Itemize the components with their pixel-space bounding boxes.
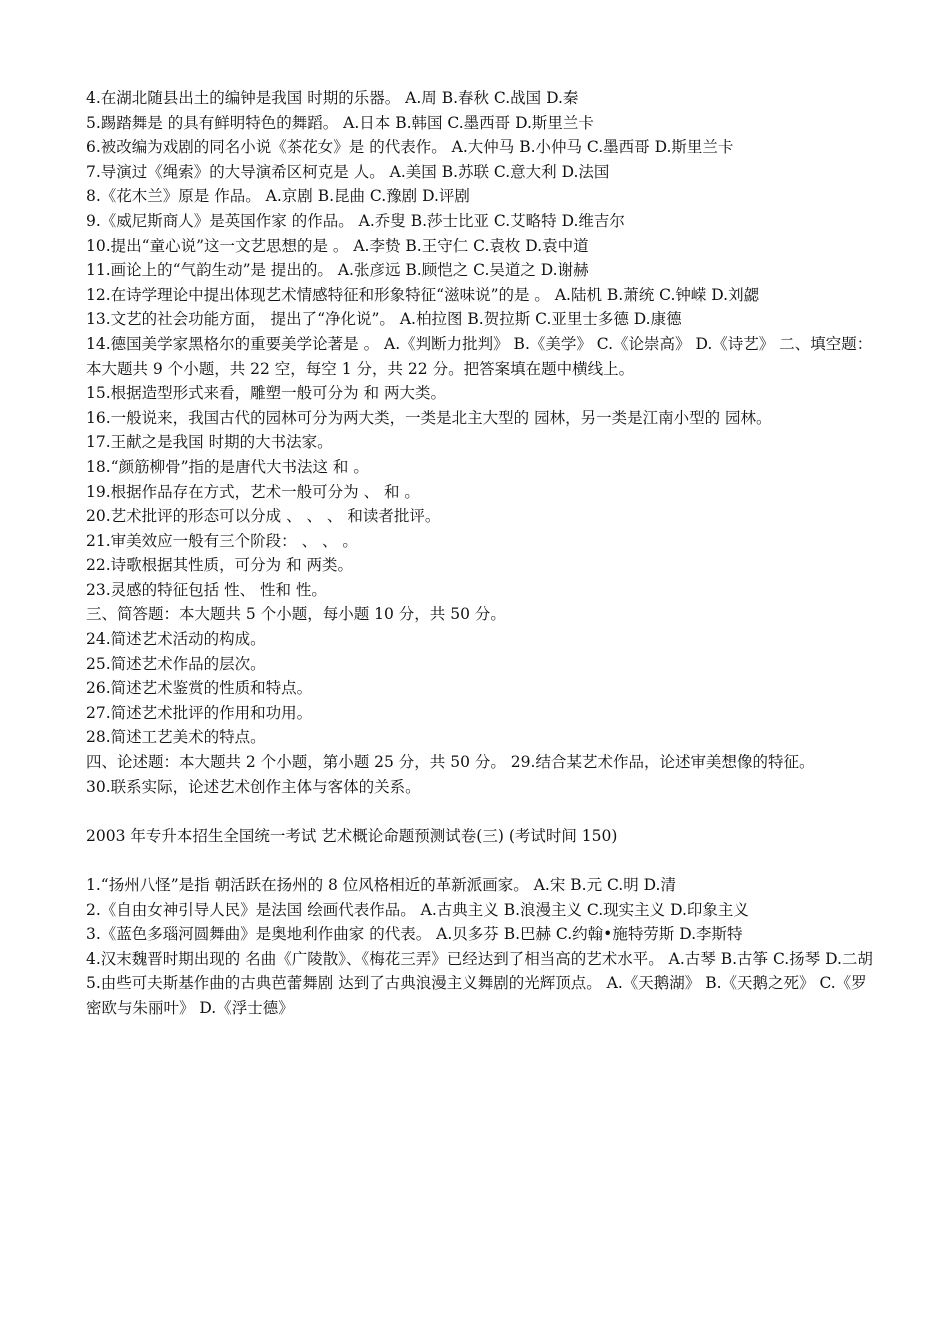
question-line: 26.简述艺术鉴赏的性质和特点。 [86, 679, 313, 698]
question-line: 13.文艺的社会功能方面， 提出了“净化说”。 A.柏拉图 B.贺拉斯 C.亚里士多德 D.康德 [86, 310, 682, 329]
question-line: 14.德国美学家黑格尔的重要美学论著是 。 A.《判断力批判》 B.《美学》 C.《论崇高》 D.《诗艺》 二、填空题：本大题共 9 个小题，共 22 空，每空 1 分，共 22 分。把答案填在题中横线上。 [86, 334, 873, 378]
question-line: 19.根据作品存在方式，艺术一般可分为 、 和 。 [86, 482, 420, 501]
question-line: 21.审美效应一般有三个阶段： 、 、 。 [86, 531, 358, 550]
question-line: 4.汉末魏晋时期出现的 名曲《广陵散》、《梅花三弄》已经达到了相当高的艺术水平。 A.古琴 B.古筝 C.扬琴 D.二胡 [86, 949, 873, 968]
question-section-1 [86, 86, 882, 799]
question-line: 25.简述艺术作品的层次。 [86, 654, 266, 673]
question-line: 18.“颜筋柳骨”指的是唐代大书法这 和 。 [86, 457, 369, 476]
question-line: 24.简述艺术活动的构成。 [86, 630, 266, 649]
question-line: 11.画论上的“气韵生动”是 提出的。 A.张彦远 B.顾恺之 C.吴道之 D.谢赫 [86, 261, 589, 280]
document-page [86, 86, 882, 1021]
question-line: 10.提出“童心说”这一文艺思想的是 。 A.李贽 B.王守仁 C.袁枚 D.袁中道 [86, 236, 589, 255]
question-section-2 [86, 873, 882, 1021]
question-line: 4.在湖北随县出土的编钟是我国 时期的乐器。 A.周 B.春秋 C.战国 D.秦 [86, 89, 579, 107]
question-line: 四、论述题：本大题共 2 个小题，第小题 25 分，共 50 分。 29.结合某艺术作品，论述审美想像的特征。 [86, 753, 815, 772]
question-line: 17.王献之是我国 时期的大书法家。 [86, 433, 333, 452]
question-line: 7.导演过《绳索》的大导演希区柯克是 人。 A.美国 B.苏联 C.意大利 D.法国 [86, 162, 610, 181]
question-line: 6.被改编为戏剧的同名小说《茶花女》是 的代表作。 A.大仲马 B.小仲马 C.墨西哥 D.斯里兰卡 [86, 138, 734, 157]
question-line: 5.由些可夫斯基作曲的古典芭蕾舞剧 达到了古典浪漫主义舞剧的光辉顶点。 A.《天鹅湖》 B.《天鹅之死》 C.《罗密欧与朱丽叶》 D.《浮士德》 [86, 974, 867, 1017]
question-line: 28.简述工艺美术的特点。 [86, 728, 266, 747]
question-line: 1.“扬州八怪”是指 朝活跃在扬州的 8 位风格相近的革新派画家。 A.宋 B.元 C.明 D.清 [86, 876, 676, 894]
exam-title: 2003 年专升本招生全国统一考试 艺术概论命题预测试卷(三) (考试时间 150) [86, 826, 618, 845]
question-line: 22.诗歌根据其性质，可分为 和 两类。 [86, 556, 354, 575]
question-line: 30.联系实际，论述艺术创作主体与客体的关系。 [86, 777, 421, 796]
question-line: 8.《花木兰》原是 作品。 A.京剧 B.昆曲 C.豫剧 D.评剧 [86, 187, 470, 206]
question-line: 23.灵感的特征包括 性、 性和 性。 [86, 580, 327, 599]
question-line: 3.《蓝色多瑙河圆舞曲》是奥地利作曲家 的代表。 A.贝多芬 B.巴赫 C.约翰•施特劳斯 D.李斯特 [86, 925, 743, 944]
spacer [86, 848, 882, 873]
spacer [86, 799, 882, 824]
question-line: 2.《自由女神引导人民》是法国 绘画代表作品。 A.古典主义 B.浪漫主义 C.现实主义 D.印象主义 [86, 900, 749, 919]
question-line: 20.艺术批评的形态可以分成 、 、 、 和读者批评。 [86, 507, 441, 526]
question-line: 16.一般说来，我国古代的园林可分为两大类，一类是北主大型的 园林，另一类是江南小型的 园林。 [86, 408, 772, 427]
question-line: 27.简述艺术批评的作用和功用。 [86, 703, 313, 722]
question-line: 9.《威尼斯商人》是英国作家 的作品。 A.乔叟 B.莎士比亚 C.艾略特 D.维吉尔 [86, 211, 625, 230]
question-line: 5.踢踏舞是 的具有鲜明特色的舞蹈。 A.日本 B.韩国 C.墨西哥 D.斯里兰卡 [86, 113, 594, 132]
question-line: 12.在诗学理论中提出体现艺术情感特征和形象特征“滋味说”的是 。 A.陆机 B.萧统 C.钟嵘 D.刘勰 [86, 285, 760, 304]
question-line: 三、简答题：本大题共 5 个小题，每小题 10 分，共 50 分。 [86, 605, 506, 624]
question-line: 15.根据造型形式来看，雕塑一般可分为 和 两大类。 [86, 384, 447, 403]
